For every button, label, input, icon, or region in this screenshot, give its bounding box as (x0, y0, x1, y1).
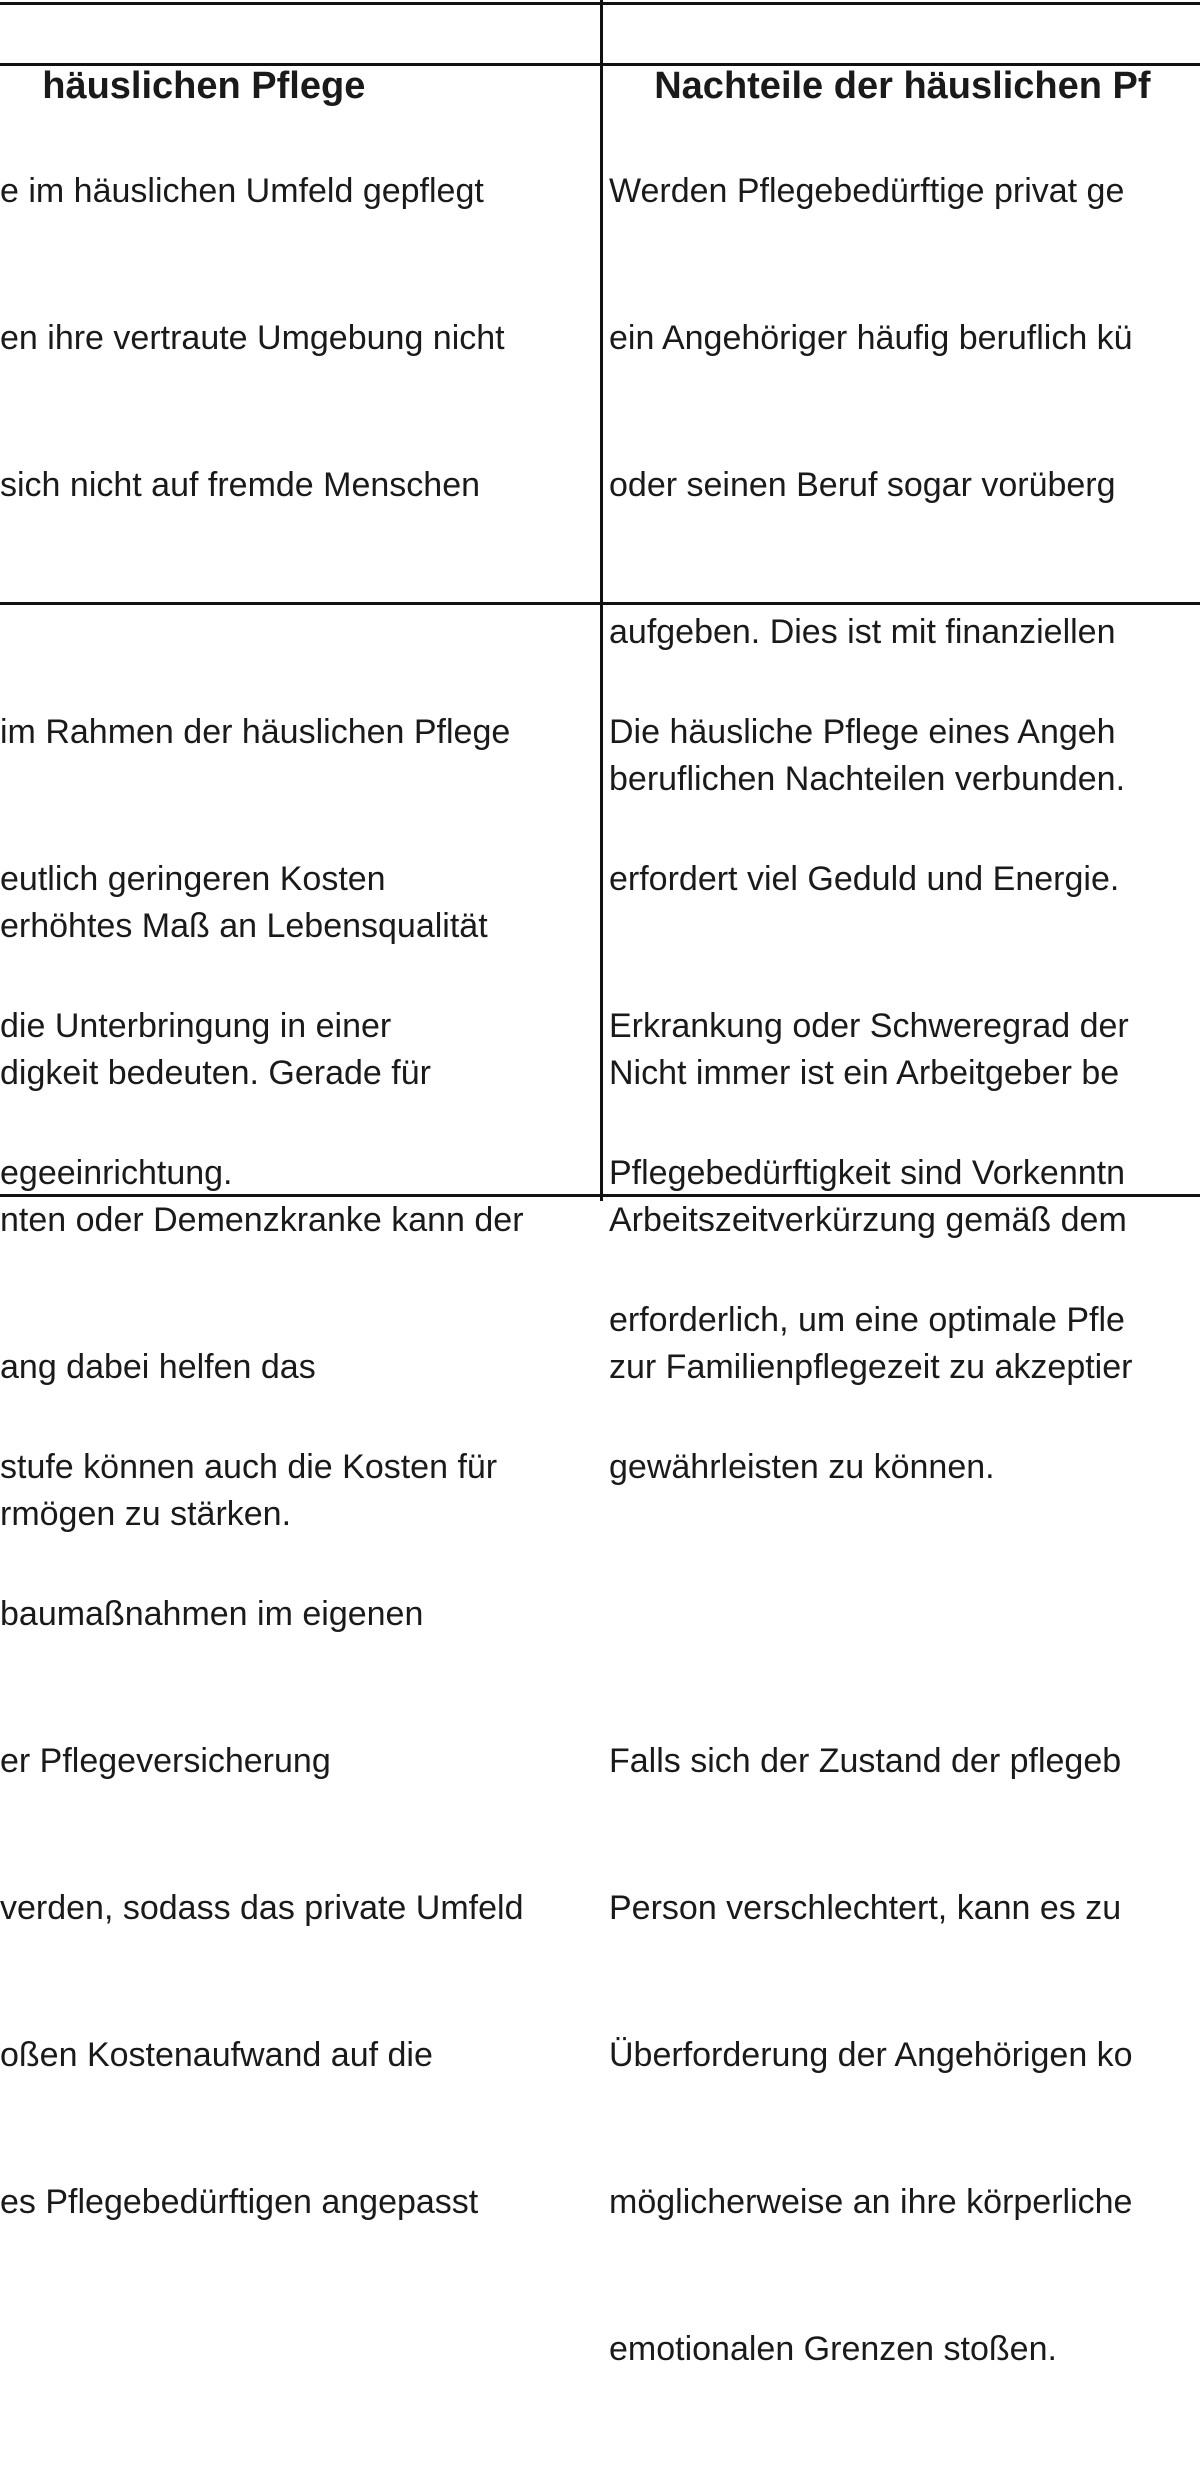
cell-line (609, 1590, 1200, 1639)
cell-line: sich nicht auf fremde Menschen (0, 466, 481, 504)
cell-line: im Rahmen der häuslichen Pflege (0, 713, 511, 751)
cell-line: erforderlich, um eine optimale Pfle (609, 1301, 1125, 1339)
cell-line: Arbeitszeitverkürzung gemäß dem (609, 1201, 1127, 1239)
cell-line: rmögen zu stärken. (0, 1495, 292, 1533)
cell-line: emotionalen Grenzen stoßen. (609, 2330, 1057, 2368)
cell-line: zur Familienpflegezeit zu akzeptier (609, 1348, 1133, 1386)
cell-line: erhöhtes Maß an Lebensqualität (0, 907, 488, 945)
cell-line: beruflichen Nachteilen verbunden. (609, 760, 1126, 798)
column-divider (600, 0, 603, 1201)
cell-line: en ihre vertraute Umgebung nicht (0, 319, 505, 357)
header-advantages (0, 11, 598, 107)
cell-line: Falls sich der Zustand der pflegeb (609, 1742, 1122, 1780)
cell-line: verden, sodass das private Umfeld (0, 1889, 524, 1927)
header-advantages-text: häuslichen Pflege (42, 65, 366, 107)
cell-line: e im häuslichen Umfeld gepflegt (0, 172, 484, 210)
cell-line: eutlich geringeren Kosten (0, 860, 386, 898)
cell-line: Erkrankung oder Schweregrad der (609, 1007, 1129, 1045)
cell-line: digkeit bedeuten. Gerade für (0, 1054, 431, 1092)
cell-line: Nicht immer ist ein Arbeitgeber be (609, 1054, 1120, 1092)
cell-line: er Pflegeversicherung (0, 1742, 331, 1780)
cell-line: möglicherweise an ihre körperliche (609, 2183, 1133, 2221)
cell-line: es Pflegebedürftigen angepasst (0, 2183, 479, 2221)
cell-line: baumaßnahmen im eigenen (0, 1595, 424, 1633)
cell-line: stufe können auch die Kosten für (0, 1448, 498, 1486)
cell-line (0, 1296, 598, 1345)
cell-line: oder seinen Beruf sogar vorüberg (609, 466, 1116, 504)
cell-line: oßen Kostenaufwand auf die (0, 2036, 433, 2074)
cell-line: die Unterbringung in einer (0, 1007, 392, 1045)
cell-line: Werden Pflegebedürftige privat ge (609, 172, 1125, 210)
cell-line: Person verschlechtert, kann es zu (609, 1889, 1122, 1927)
cell-line: Überforderung der Angehörigen ko (609, 2036, 1133, 2074)
cell-line: ang dabei helfen das (0, 1348, 316, 1386)
cell-line: egeeinrichtung. (0, 1154, 233, 1192)
cell-line: Pflegebedürftigkeit sind Vorkenntn (609, 1154, 1126, 1192)
header-disadvantages (612, 11, 1200, 107)
cell-line: Die häusliche Pflege eines Angeh (609, 713, 1116, 751)
header-disadvantages-text: Nachteile der häuslichen Pf (654, 65, 1151, 107)
cell-line: ein Angehöriger häufig beruflich kü (609, 319, 1133, 357)
cell-line: aufgeben. Dies ist mit finanziellen (609, 613, 1116, 651)
cell-line: nten oder Demenzkranke kann der (0, 1201, 524, 1239)
cell-line: erfordert viel Geduld und Energie. (609, 860, 1120, 898)
cell-line: gewährleisten zu können. (609, 1448, 995, 1486)
